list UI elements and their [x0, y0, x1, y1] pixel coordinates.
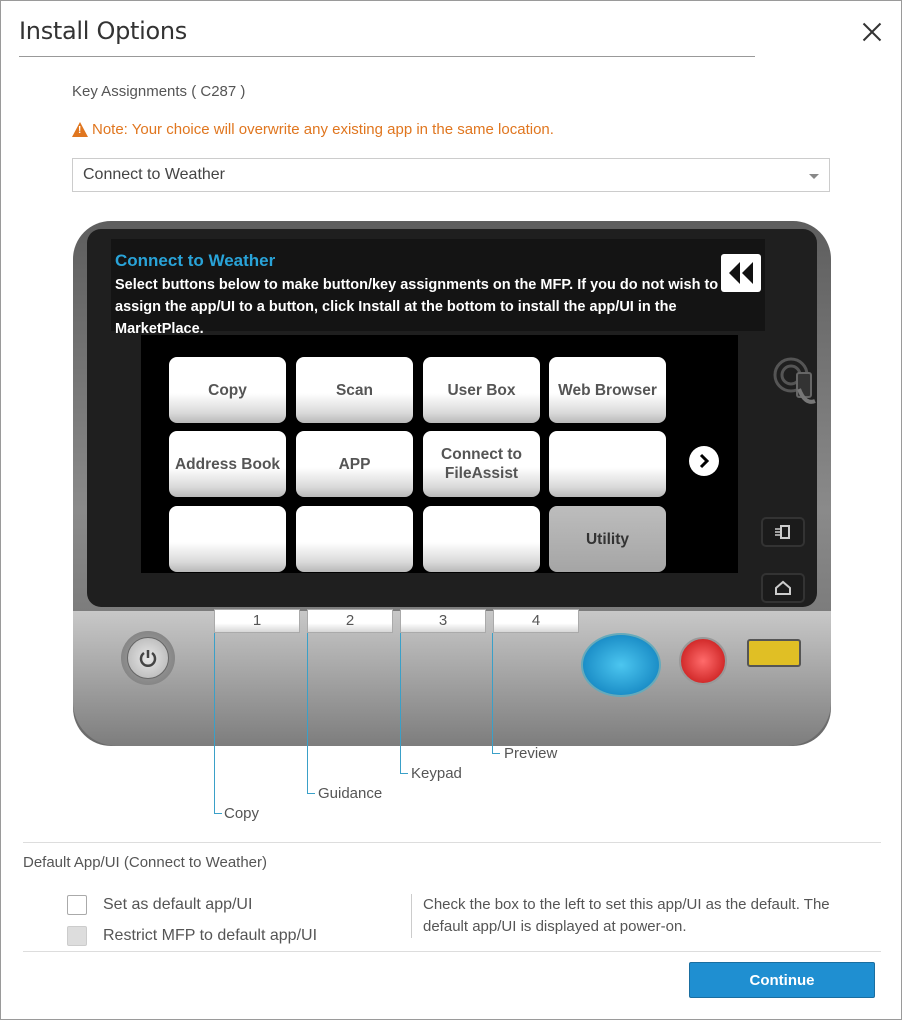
tile-empty[interactable] [296, 506, 413, 572]
default-section-title: Default App/UI (Connect to Weather) [23, 854, 268, 871]
power-icon [127, 637, 169, 679]
warning-icon: ! [72, 122, 88, 137]
set-default-label: Set as default app/UI [103, 896, 253, 913]
callout-line [307, 793, 315, 794]
power-button [121, 631, 175, 685]
overwrite-note-text: Note: Your choice will overwrite any existing app in the same location. [92, 121, 554, 138]
tile-empty[interactable] [169, 506, 286, 572]
close-icon[interactable] [859, 19, 885, 45]
dialog-title: Install Options [19, 17, 187, 45]
panel-info-overlay [111, 239, 765, 337]
tile-address-book[interactable]: Address Book [169, 431, 286, 497]
double-chevron-left-icon [726, 260, 756, 286]
tile-connect-to-fileassist[interactable]: Connect to FileAssist [423, 431, 540, 497]
callout-line [400, 773, 408, 774]
key-1[interactable]: 1 [214, 609, 300, 633]
section-divider [23, 842, 881, 843]
key-3[interactable]: 3 [400, 609, 486, 633]
next-page-icon[interactable] [689, 446, 719, 476]
key-2[interactable]: 2 [307, 609, 393, 633]
footer-divider [23, 951, 881, 952]
title-divider [19, 56, 755, 57]
callout-line [307, 633, 308, 794]
tile-user-box[interactable]: User Box [423, 357, 540, 423]
set-default-checkbox[interactable] [67, 895, 87, 915]
panel-instructions: Select buttons below to make button/key assignments on the MFP. If you do not wish to assign the app/UI to a button, click Install at the bottom to install the app/UI in the MarketPlace. [115, 277, 719, 337]
key-4[interactable]: 4 [493, 609, 579, 633]
callout-line [492, 753, 500, 754]
start-button [581, 633, 661, 697]
tile-app[interactable]: APP [296, 431, 413, 497]
callout-keypad: Keypad [411, 765, 462, 782]
callout-line [214, 633, 215, 814]
restrict-default-checkbox[interactable] [67, 926, 87, 946]
stop-button [679, 637, 727, 685]
overwrite-note [72, 121, 554, 138]
tile-utility[interactable]: Utility [549, 506, 666, 572]
app-select[interactable] [72, 158, 830, 192]
callout-line [492, 633, 493, 754]
mfp-panel [73, 221, 831, 746]
nfc-reader-icon [769, 349, 825, 413]
callout-copy: Copy [224, 805, 260, 822]
tile-empty[interactable] [549, 431, 666, 497]
continue-button[interactable]: Continue [689, 962, 875, 998]
chevron-down-icon [809, 174, 819, 179]
mfp-screen [141, 335, 738, 573]
callout-line [400, 633, 401, 774]
tile-scan[interactable]: Scan [296, 357, 413, 423]
reset-button [747, 639, 801, 667]
default-help-text: Check the box to the left to set this app/UI as the default. The default app/UI is displayed at power-on. [423, 896, 830, 935]
mfp-screen-bezel [87, 229, 817, 607]
callout-preview: Preview [504, 745, 558, 762]
panel-title: Connect to Weather [115, 251, 276, 270]
tile-web-browser[interactable]: Web Browser [549, 357, 666, 423]
tile-copy[interactable]: Copy [169, 357, 286, 423]
callout-line [214, 813, 222, 814]
app-select-value: Connect to Weather [83, 166, 226, 183]
home-icon[interactable] [761, 573, 805, 603]
help-divider [411, 894, 412, 938]
callout-guidance: Guidance [318, 785, 383, 802]
side-menu-icon[interactable] [761, 517, 805, 547]
key-assignments-label: Key Assignments ( C287 ) [72, 83, 246, 100]
tile-empty[interactable] [423, 506, 540, 572]
restrict-default-label: Restrict MFP to default app/UI [103, 927, 318, 944]
collapse-button[interactable] [721, 254, 761, 292]
